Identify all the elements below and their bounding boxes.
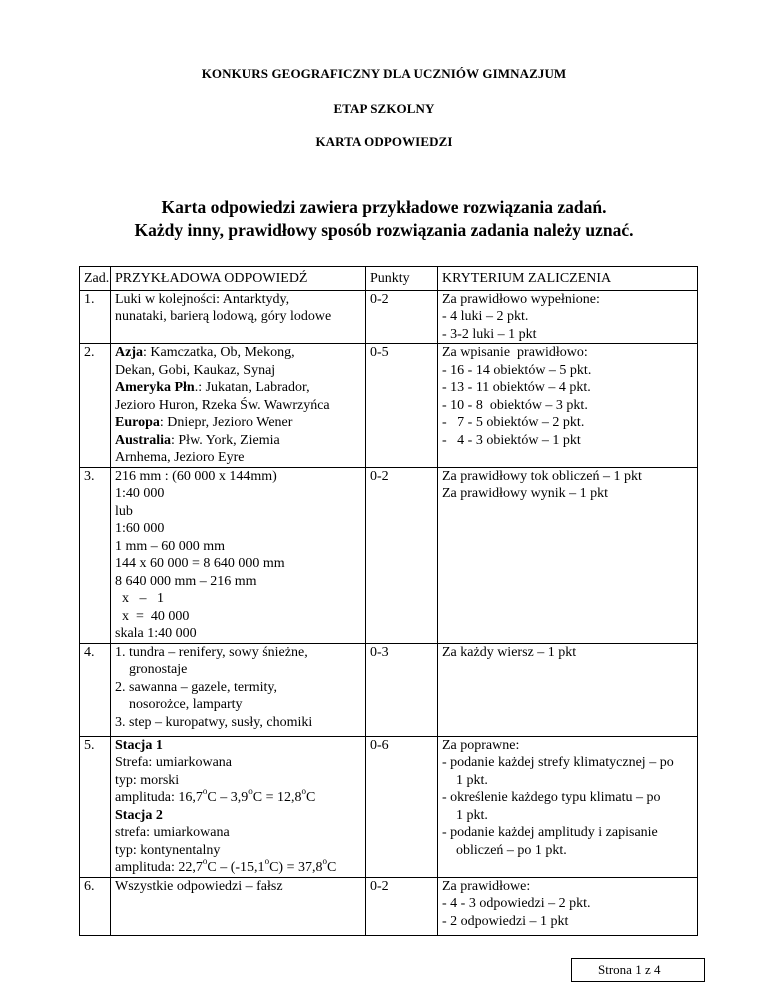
- answer-text: C – (-15,1: [207, 860, 265, 875]
- answer-cell: [111, 877, 366, 935]
- intro-line-1: Karta odpowiedzi zawiera przykładowe rozwiązania zadań.: [161, 197, 607, 217]
- criteria-line: - 2 odpowiedzi – 1 pkt: [442, 913, 569, 929]
- answer-cell: [111, 344, 366, 468]
- criteria-line: - 4 - 3 obiektów – 1 pkt: [442, 432, 581, 448]
- criteria-line: - określenie każdego typu klimatu – po: [442, 790, 661, 805]
- answer-line: 3. step – kuropatwy, susły, chomiki: [115, 714, 313, 730]
- task-number: 4.: [80, 643, 111, 736]
- points-cell: 0-2: [366, 467, 438, 643]
- continent-label: Azja: [115, 345, 143, 360]
- header-criteria: KRYTERIUM ZALICZENIA: [438, 267, 698, 291]
- answer-line: 1 mm – 60 000 mm: [115, 538, 226, 554]
- answer-line: 8 640 000 mm – 216 mm: [115, 573, 257, 589]
- answer-cell: [111, 290, 366, 344]
- answer-line: typ: kontynentalny: [115, 842, 221, 858]
- answer-text: .: Jukatan, Labrador,: [194, 380, 310, 395]
- answer-line: [115, 856, 361, 877]
- table-row: [80, 736, 698, 877]
- criteria-line: - 7 - 5 obiektów – 2 pkt.: [442, 415, 585, 430]
- criteria-line: obliczeń – po 1 pkt.: [456, 842, 567, 858]
- answer-cell: [111, 467, 366, 643]
- answer-line: x – 1: [115, 591, 164, 606]
- task-number: 5.: [80, 736, 111, 877]
- criteria-cell: [438, 877, 698, 935]
- answer-cell: [111, 736, 366, 877]
- criteria-line: Za każdy wiersz – 1 pkt: [442, 644, 577, 660]
- points-cell: 0-2: [366, 290, 438, 344]
- criteria-cell: [438, 643, 698, 736]
- table-row: [80, 290, 698, 344]
- answer-text: C = 12,8: [252, 790, 302, 805]
- answer-line: 2. sawanna – gazele, termity,: [115, 679, 277, 695]
- intro-line-2: Każdy inny, prawidłowy sposób rozwiązania zadania należy uznać.: [134, 220, 634, 240]
- answer-line: 1. tundra – renifery, sowy śnieżne,: [115, 644, 308, 660]
- criteria-line: 1 pkt.: [456, 807, 488, 823]
- degree-mark: o: [202, 856, 208, 867]
- station-label: Stacja 1: [115, 737, 163, 753]
- points-cell: 0-5: [366, 344, 438, 468]
- continent-label: Australia: [115, 432, 171, 448]
- answer-text: : Płw. York, Ziemia: [171, 432, 280, 448]
- criteria-line: Za prawidłowe:: [442, 878, 531, 894]
- criteria-line: 1 pkt.: [456, 772, 488, 788]
- degree-mark: o: [301, 786, 306, 797]
- task-number: 1.: [80, 290, 111, 344]
- answer-line: 1:40 000: [115, 486, 165, 501]
- answer-line: [115, 379, 361, 397]
- answer-line: x = 40 000: [115, 608, 190, 624]
- points-cell: 0-2: [366, 877, 438, 935]
- degree-mark: o: [202, 786, 208, 797]
- answer-text: amplituda: 16,7: [115, 790, 203, 805]
- answer-text: C – 3,9: [207, 790, 249, 805]
- table-row: [80, 467, 698, 643]
- answer-line: [115, 414, 361, 432]
- criteria-line: - podanie każdej strefy klimatycznej – po: [442, 755, 674, 770]
- answer-line: [115, 432, 361, 450]
- criteria-line: Za prawidłowo wypełnione:: [442, 291, 600, 307]
- answer-text: : Dniepr, Jezioro Wener: [159, 415, 293, 430]
- answer-line: [115, 786, 361, 807]
- criteria-line: Za prawidłowy tok obliczeń – 1 pkt: [442, 468, 642, 484]
- table-header-row: [80, 267, 698, 291]
- criteria-line: - 16 - 14 obiektów – 5 pkt.: [442, 362, 592, 378]
- answer-line: lub: [115, 503, 133, 519]
- answer-line: [115, 807, 361, 825]
- continent-label: Europa: [115, 415, 160, 430]
- answer-line: Arnhema, Jezioro Eyre: [115, 450, 245, 465]
- criteria-line: - 3-2 luki – 1 pkt: [442, 326, 537, 342]
- criteria-line: - 10 - 8 obiektów – 3 pkt.: [442, 397, 588, 413]
- table-row: [80, 877, 698, 935]
- answer-text: C) = 37,8: [269, 860, 323, 875]
- answer-text: amplituda: 22,7: [115, 860, 203, 875]
- answer-line: typ: morski: [115, 772, 180, 788]
- criteria-line: Za wpisanie prawidłowo:: [442, 345, 588, 360]
- criteria-line: Za poprawne:: [442, 737, 520, 753]
- answer-cell: [111, 643, 366, 736]
- degree-mark: o: [264, 856, 270, 867]
- criteria-cell: [438, 290, 698, 344]
- task-number: 3.: [80, 467, 111, 643]
- criteria-cell: [438, 736, 698, 877]
- answer-line: Jezioro Huron, Rzeka Św. Wawrzyńca: [115, 397, 330, 413]
- answer-table: [79, 266, 698, 936]
- task-number: 6.: [80, 877, 111, 935]
- sheet-title: KARTA ODPOWIEDZI: [315, 134, 453, 149]
- continent-label: Ameryka Płn: [115, 380, 195, 395]
- answer-line: Strefa: umiarkowana: [115, 755, 233, 770]
- answer-line: 1:60 000: [115, 521, 165, 536]
- points-cell: 0-3: [366, 643, 438, 736]
- criteria-line: - 4 - 3 odpowiedzi – 2 pkt.: [442, 896, 591, 911]
- stage-title: ETAP SZKOLNY: [333, 101, 435, 116]
- answer-line: Wszystkie odpowiedzi – fałsz: [115, 878, 283, 894]
- criteria-cell: [438, 344, 698, 468]
- answer-line: [115, 344, 361, 362]
- task-number: 2.: [80, 344, 111, 468]
- criteria-line: - 4 luki – 2 pkt.: [442, 309, 529, 324]
- page-number: Strona 1 z 4: [571, 958, 705, 982]
- answer-line: 144 x 60 000 = 8 640 000 mm: [115, 556, 285, 571]
- answer-line: [115, 737, 361, 755]
- contest-title: KONKURS GEOGRAFICZNY DLA UCZNIÓW GIMNAZJUM: [201, 66, 567, 81]
- header-answer: PRZYKŁADOWA ODPOWIEDŹ: [111, 267, 366, 291]
- answer-text: C: [305, 790, 316, 805]
- header-task: Zad.: [80, 267, 111, 291]
- criteria-line: - podanie każdej amplitudy i zapisanie: [442, 825, 658, 840]
- answer-text: : Kamczatka, Ob, Mekong,: [143, 345, 295, 360]
- answer-line: nunataki, barierą lodową, góry lodowe: [115, 309, 332, 324]
- points-cell: 0-6: [366, 736, 438, 877]
- criteria-line: Za prawidłowy wynik – 1 pkt: [442, 486, 609, 501]
- answer-line: Dekan, Gobi, Kaukaz, Synaj: [115, 362, 276, 378]
- table-row: [80, 643, 698, 736]
- criteria-cell: [438, 467, 698, 643]
- answer-line: strefa: umiarkowana: [115, 825, 230, 840]
- answer-text: C: [326, 860, 337, 875]
- answer-line: nosorożce, lamparty: [129, 697, 243, 712]
- degree-mark: o: [248, 786, 253, 797]
- table-row: [80, 344, 698, 468]
- header-points: Punkty: [366, 267, 438, 291]
- answer-line: gronostaje: [129, 662, 188, 677]
- criteria-line: - 13 - 11 obiektów – 4 pkt.: [442, 380, 591, 395]
- answer-line: Luki w kolejności: Antarktydy,: [115, 291, 290, 307]
- answer-line: 216 mm : (60 000 x 144mm): [115, 468, 277, 484]
- answer-line: skala 1:40 000: [115, 626, 197, 641]
- degree-mark: o: [322, 856, 327, 867]
- station-label: Stacja 2: [115, 807, 163, 823]
